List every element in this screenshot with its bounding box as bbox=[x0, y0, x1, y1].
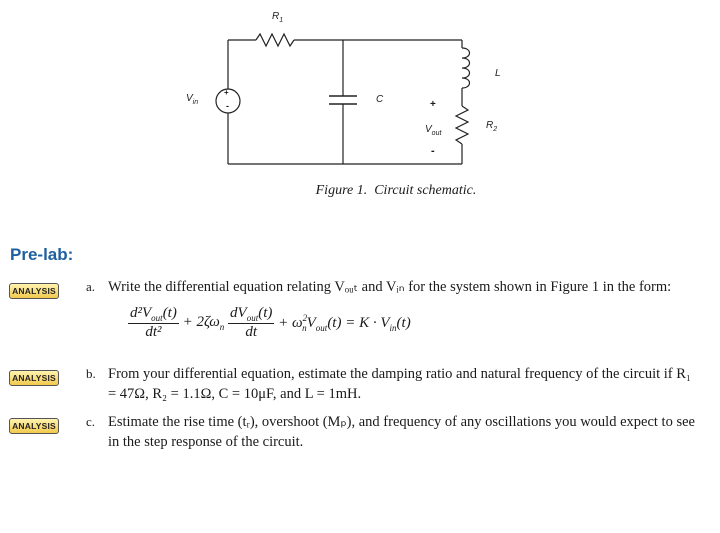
eq-term1: $d^2V_{out}(t)$ dt² bbox=[130, 305, 177, 340]
eq-term2: $dV_{out}(t)$ dt bbox=[230, 305, 273, 340]
resistor-r1 bbox=[256, 34, 294, 46]
question-letter: b. bbox=[86, 366, 96, 381]
label-r1: $R_1$ bbox=[272, 11, 284, 24]
label-l: L bbox=[495, 68, 501, 79]
label-vout: $V_{out}$ bbox=[425, 124, 442, 137]
analysis-badge-a: ANALYSIS bbox=[9, 283, 59, 299]
question-text: Estimate the rise time (tᵣ), overshoot (Mₚ), and frequency of any oscillations you would expect to see in the step response of the circuit. bbox=[108, 414, 695, 450]
label-r2: $R_2$ bbox=[486, 120, 498, 133]
source-plus-sign: + bbox=[224, 88, 229, 97]
question-text: Write the differential equation relating Vₒᵤₜ and Vᵢₙ for the system shown in Figure 1 in the form: bbox=[108, 279, 672, 295]
figure-caption: Figure 1. Circuit schematic. bbox=[315, 183, 477, 198]
eq-op1: + $2\zeta\omega_n$ bbox=[182, 314, 225, 332]
question-text: From your differential equation, estimate the damping ratio and natural frequency of the circuit if R₁ = 47Ω, R₂ = 1.1Ω, C = 10μF, and L = 1mH. bbox=[108, 366, 691, 402]
eq-term3: + $\omega^2_nV_{out}(t) = K \cdot V_{in}(t)$ bbox=[278, 313, 411, 333]
analysis-badge-c: ANALYSIS bbox=[9, 418, 59, 434]
question-letter: c. bbox=[86, 414, 96, 429]
source-minus-sign: - bbox=[226, 101, 229, 111]
circuit-schematic bbox=[0, 0, 720, 180]
vout-plus-sign: + bbox=[430, 99, 436, 110]
vout-minus-sign: - bbox=[431, 145, 435, 157]
question-letter: a. bbox=[86, 279, 96, 294]
label-vin: $V_{in}$ bbox=[186, 93, 199, 106]
prelab-heading: Pre-lab: bbox=[10, 245, 74, 264]
analysis-badge-b: ANALYSIS bbox=[9, 370, 59, 386]
label-c: C bbox=[376, 94, 384, 105]
differential-equation bbox=[128, 305, 411, 341]
inductor-l bbox=[462, 48, 470, 88]
resistor-r2 bbox=[456, 106, 468, 144]
